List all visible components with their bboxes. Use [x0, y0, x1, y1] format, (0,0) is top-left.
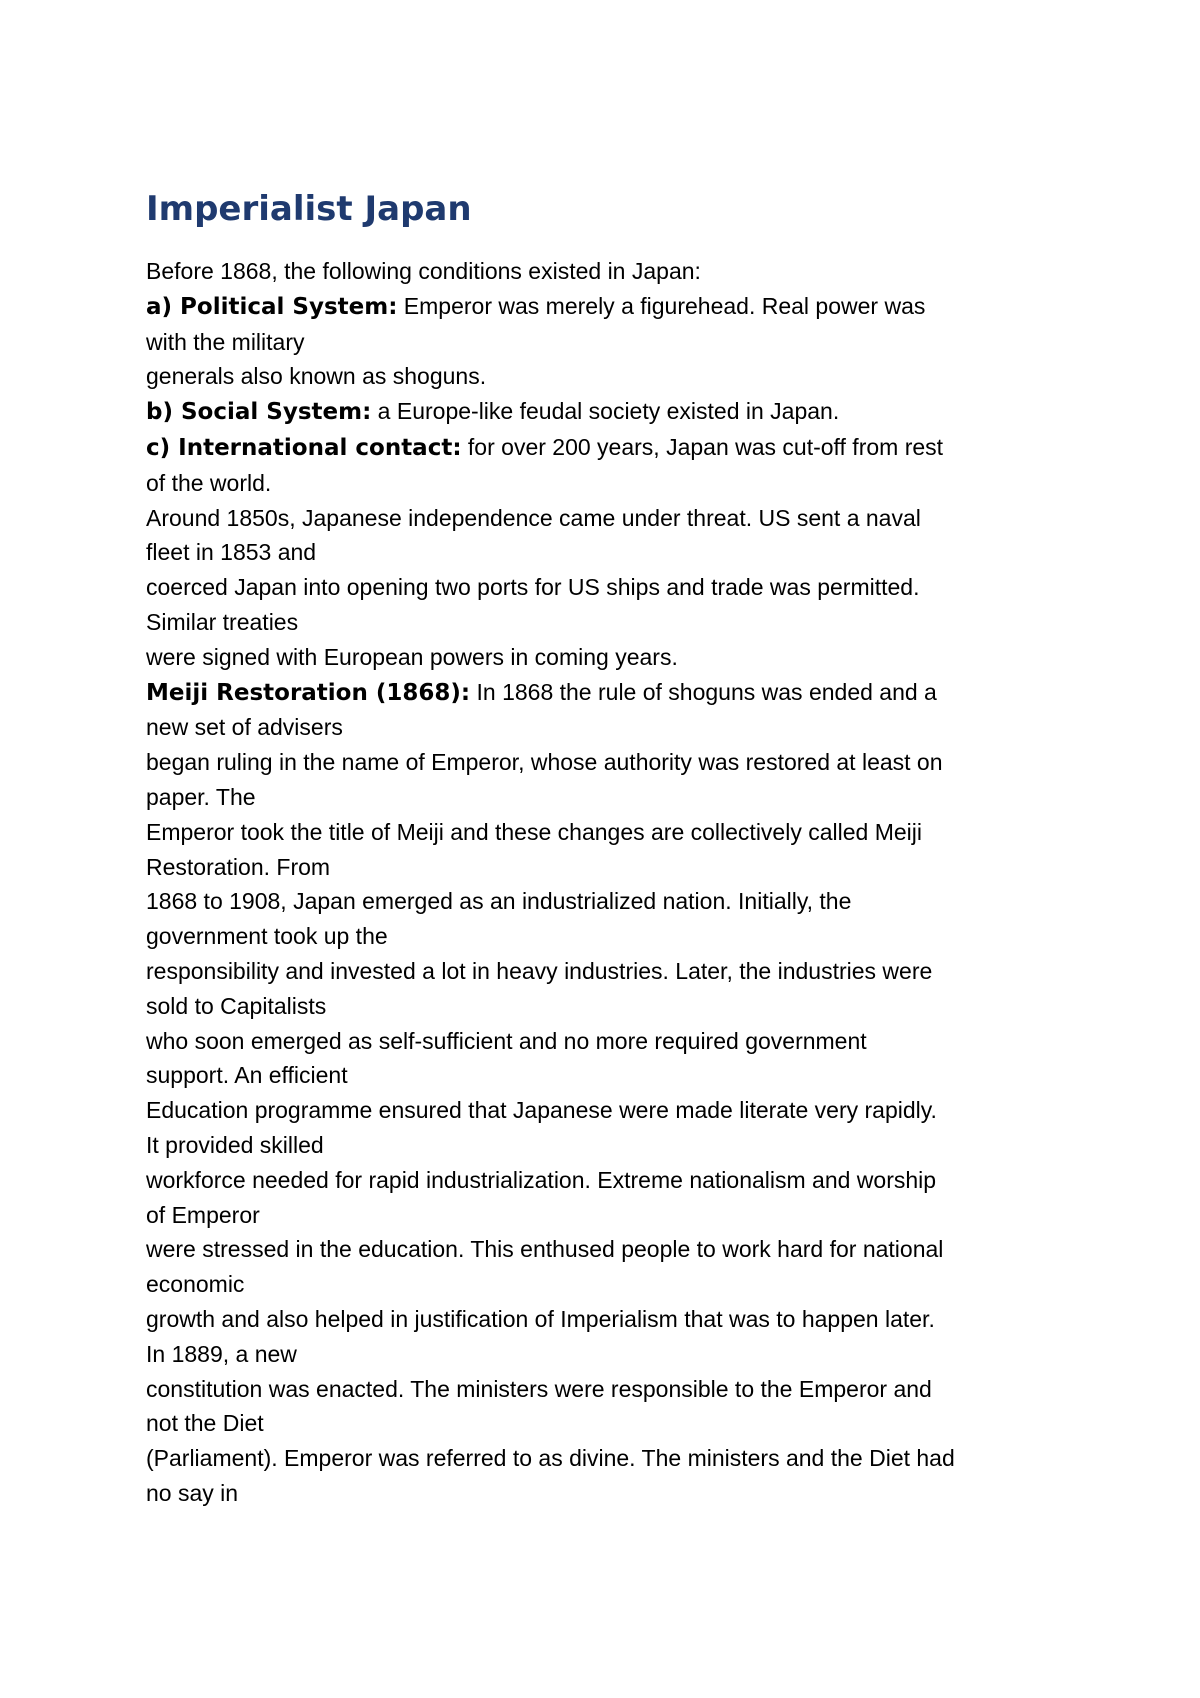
line-text: 1868 to 1908, Japan emerged as an industrialized nation. Initially, the [146, 888, 852, 915]
section-heading: Meiji Restoration (1868): [146, 679, 471, 706]
line-text: Education programme ensured that Japanese were made literate very rapidly. [146, 1097, 937, 1124]
line-text: (Parliament). Emperor was referred to as divine. The ministers and the Diet had [146, 1445, 955, 1472]
text-line [146, 535, 1076, 570]
section-heading: c) International contact: [146, 434, 462, 461]
text-line [146, 289, 1076, 325]
text-line [146, 430, 1076, 466]
text-line [146, 501, 1076, 536]
line-text: fleet in 1853 and [146, 539, 317, 566]
text-line [146, 605, 1076, 640]
line-text: for over 200 years, Japan was cut-off from rest [461, 433, 944, 460]
text-line [146, 989, 1076, 1024]
text-line [146, 570, 1076, 605]
text-line [146, 1128, 1076, 1163]
document-body [146, 254, 1076, 1511]
text-line [146, 710, 1076, 745]
line-text: Restoration. From [146, 853, 331, 880]
line-text: sold to Capitalists [146, 992, 327, 1019]
line-text: In 1889, a new [146, 1340, 297, 1367]
text-line [146, 1024, 1076, 1059]
line-text: generals also known as shoguns. [146, 363, 487, 390]
text-line [146, 359, 1076, 394]
line-text: coerced Japan into opening two ports for US ships and trade was permitted. [146, 574, 920, 601]
text-line [146, 1337, 1076, 1372]
text-line [146, 675, 1076, 711]
line-text: began ruling in the name of Emperor, whose authority was restored at least on [146, 749, 943, 776]
text-line [146, 815, 1076, 850]
line-text: were signed with European powers in coming years. [146, 643, 678, 670]
line-text: support. An efficient [146, 1062, 348, 1089]
line-text: of the world. [146, 469, 272, 496]
text-line [146, 1302, 1076, 1337]
text-line [146, 745, 1076, 780]
text-line [146, 1406, 1076, 1441]
text-line [146, 954, 1076, 989]
text-line [146, 884, 1076, 919]
text-line [146, 1372, 1076, 1407]
line-text: of Emperor [146, 1201, 260, 1228]
line-text: Similar treaties [146, 608, 299, 635]
line-text: with the military [146, 328, 305, 355]
line-text: responsibility and invested a lot in heavy industries. Later, the industries were [146, 957, 933, 984]
text-line [146, 1093, 1076, 1128]
line-text: new set of advisers [146, 714, 343, 741]
line-text: Before 1868, the following conditions existed in Japan: [146, 258, 701, 284]
text-line [146, 919, 1076, 954]
text-line [146, 1163, 1076, 1198]
line-text: Around 1850s, Japanese independence came under threat. US sent a naval [146, 504, 921, 531]
document-title: Imperialist Japan [146, 189, 472, 229]
text-line [146, 1058, 1076, 1093]
line-text: growth and also helped in justification of Imperialism that was to happen later. [146, 1305, 935, 1332]
line-text: In 1868 the rule of shoguns was ended and a [470, 678, 937, 705]
text-line [146, 640, 1076, 675]
line-text: a Europe-like feudal society existed in Japan. [371, 398, 840, 425]
line-text: were stressed in the education. This enthused people to work hard for national [146, 1236, 944, 1263]
text-line [146, 1476, 1076, 1511]
line-text: not the Diet [146, 1410, 264, 1437]
line-text: constitution was enacted. The ministers were responsible to the Emperor and [146, 1375, 932, 1402]
line-text: no say in [146, 1479, 239, 1506]
line-text: economic [146, 1271, 245, 1298]
section-heading: a) Political System: [146, 293, 398, 320]
text-line [146, 1441, 1076, 1476]
line-text: It provided skilled [146, 1131, 324, 1158]
text-line [146, 850, 1076, 885]
line-text: Emperor was merely a figurehead. Real power was [397, 292, 926, 319]
text-line [146, 325, 1076, 360]
line-text: government took up the [146, 923, 388, 950]
line-text: paper. The [146, 783, 256, 810]
text-line [146, 466, 1076, 501]
text-line [146, 1198, 1076, 1233]
text-line [146, 254, 1076, 289]
section-heading: b) Social System: [146, 399, 372, 426]
line-text: workforce needed for rapid industrialization. Extreme nationalism and worship [146, 1166, 937, 1193]
text-line [146, 780, 1076, 815]
text-line [146, 1232, 1076, 1267]
text-line [146, 1267, 1076, 1302]
line-text: who soon emerged as self-sufficient and no more required government [146, 1027, 867, 1054]
text-line [146, 394, 1076, 430]
line-text: Emperor took the title of Meiji and these changes are collectively called Meiji [146, 818, 922, 845]
document-content [146, 186, 1076, 1511]
